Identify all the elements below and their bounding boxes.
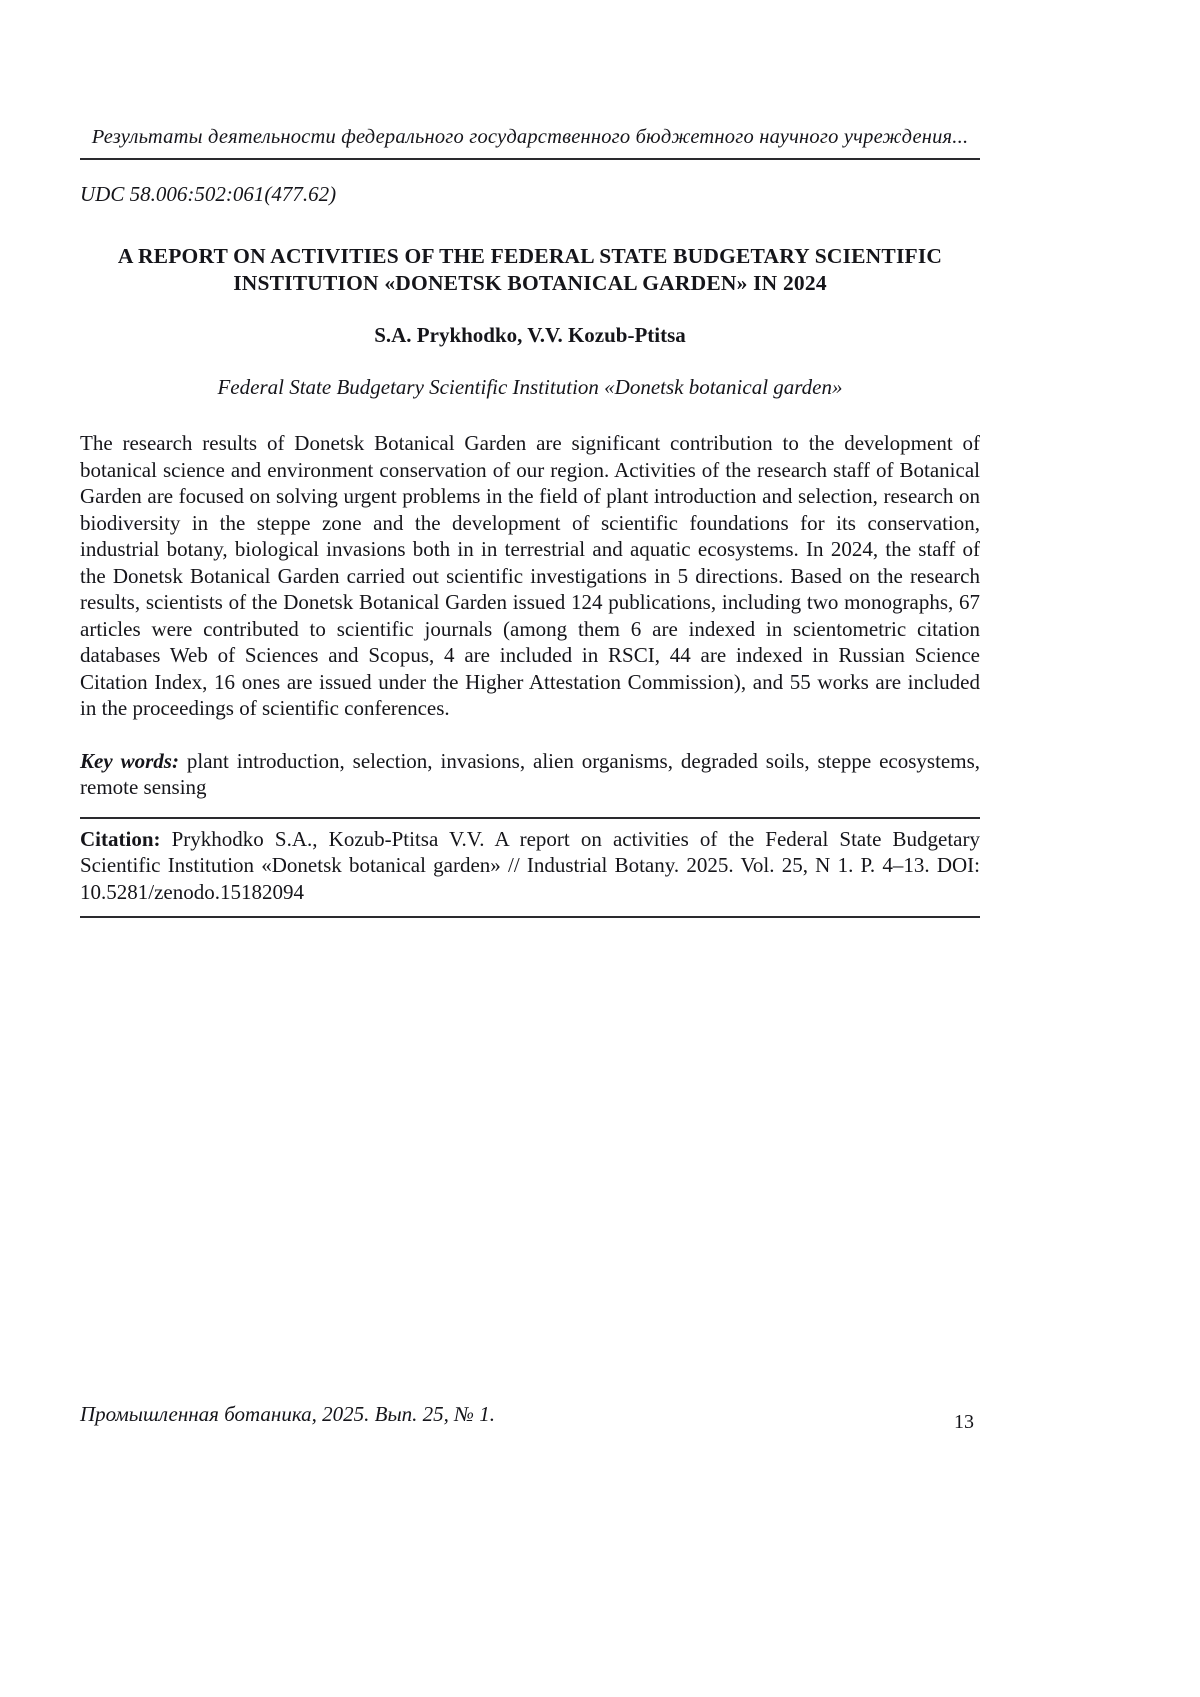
journal-footer-text: Промышленная ботаника, 2025. Вып. 25, № 1. bbox=[80, 1402, 495, 1426]
page-number: 13 bbox=[954, 1411, 974, 1433]
keywords-label: Key words: bbox=[80, 748, 179, 773]
citation-text: Prykhodko S.A., Kozub-Ptitsa V.V. A report on activities of the Federal State Budgetary Scientific Institution «Donetsk botanical garden» // Industrial Botany. 2025. Vol. 25, N 1. P. 4–13. DOI: 10.5281/zenodo.15182094 bbox=[80, 826, 980, 904]
text-column bbox=[80, 0, 980, 918]
running-head-text: Результаты деятельности федерального государственного бюджетного научного учреждения... bbox=[91, 126, 969, 148]
running-head bbox=[80, 126, 980, 160]
article-title: A REPORT ON ACTIVITIES OF THE FEDERAL STATE BUDGETARY SCIENTIFIC INSTITUTION «DONETSK BOTANICAL GARDEN» IN 2024 bbox=[117, 244, 943, 295]
citation-label: Citation: bbox=[80, 826, 161, 851]
page-footer bbox=[80, 1402, 980, 1433]
citation-block bbox=[80, 817, 980, 919]
udc-code: UDC 58.006:502:061(477.62) bbox=[80, 182, 337, 206]
affiliation-line: Federal State Budgetary Scientific Institution «Donetsk botanical garden» bbox=[217, 375, 843, 399]
keywords-text: plant introduction, selection, invasions, alien organisms, degraded soils, steppe ecosystems, remote sensing bbox=[80, 748, 980, 799]
keywords-line bbox=[80, 748, 980, 801]
citation-line bbox=[80, 826, 980, 906]
authors-line: S.A. Prykhodko, V.V. Kozub-Ptitsa bbox=[374, 323, 686, 347]
abstract-text: The research results of Donetsk Botanical Garden are significant contribution to the development of botanical science and environment conservation of our region. Activities of the research staff of Botanical Garden are focused on solving urgent problems in the field of plant introduction and selection, research on biodiversity in the steppe zone and the development of scientific foundations for its conservation, industrial botany, biological invasions both in in terrestrial and aquatic ecosystems. In 2024, the staff of the Donetsk Botanical Garden carried out scientific investigations in 5 directions. Based on the research results, scientists of the Donetsk Botanical Garden issued 124 publications, including two monographs, 67 articles were contributed to scientific journals (among them 6 are indexed in scientometric citation databases Web of Sciences and Scopus, 4 are included in RSCI, 44 are indexed in Russian Science Citation Index, 16 ones are issued under the Higher Attestation Commission), and 55 works are included in the proceedings of scientific conferences. bbox=[80, 431, 980, 720]
